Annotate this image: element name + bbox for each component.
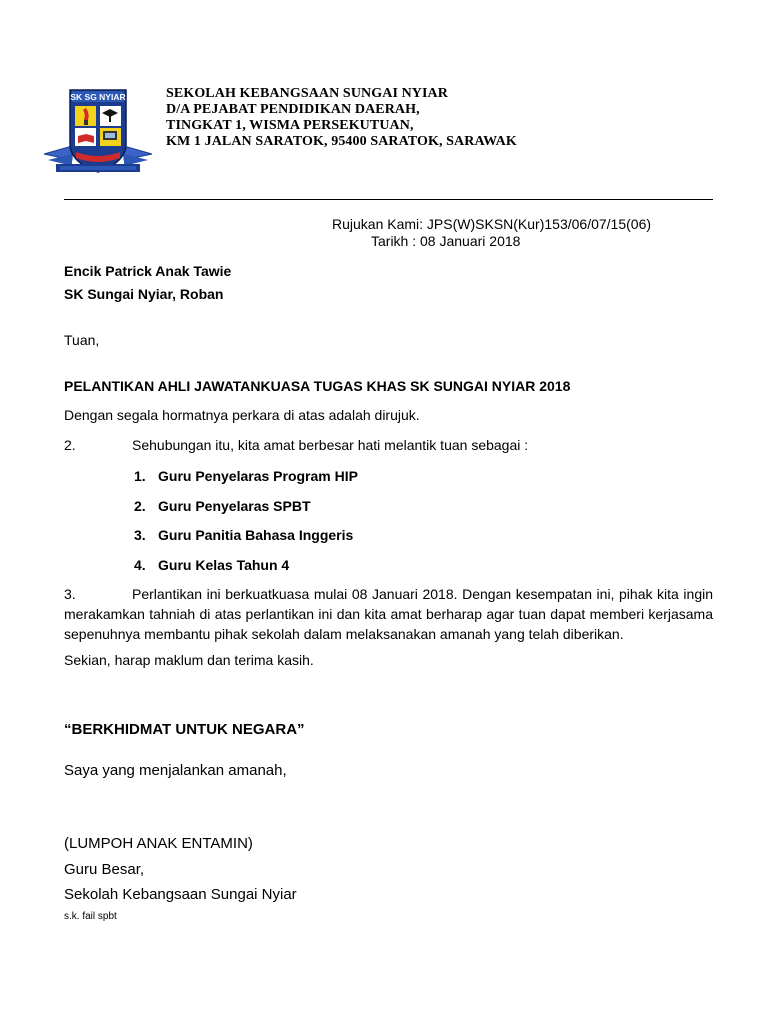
paragraph-2 <box>64 437 528 454</box>
signatory-title: Guru Besar, <box>64 861 145 878</box>
letter-subject: PELANTIKAN AHLI JAWATANKUASA TUGAS KHAS SK SUNGAI NYIAR 2018 <box>64 378 571 394</box>
logo-banner-text: SK SG NYIAR <box>70 92 126 102</box>
paragraph-1: Dengan segala hormatnya perkara di atas adalah dirujuk. <box>64 407 420 423</box>
list-item-label: Guru Panitia Bahasa Inggeris <box>158 527 354 543</box>
list-item-label: Guru Kelas Tahun 4 <box>158 556 290 573</box>
recipient-name: Encik Patrick Anak Tawie <box>64 263 232 279</box>
carbon-copy-note: s.k. fail spbt <box>64 911 117 922</box>
paragraph-3 <box>64 584 713 644</box>
letter-date: Tarikh : 08 Januari 2018 <box>371 233 521 249</box>
signatory-school: Sekolah Kebangsaan Sungai Nyiar <box>64 886 297 903</box>
address-line-2: TINGKAT 1, WISMA PERSEKUTUAN, <box>166 118 414 133</box>
signatory-name: (LUMPOH ANAK ENTAMIN) <box>64 835 253 852</box>
list-item-label: Guru Penyelaras Program HIP <box>158 468 358 484</box>
letterhead-divider <box>64 199 713 200</box>
reference-block <box>332 216 651 250</box>
recipient-school: SK Sungai Nyiar, Roban <box>64 286 224 302</box>
list-item-number: 3. <box>134 527 146 543</box>
paragraph-3-number: 3. <box>64 586 76 602</box>
list-item <box>134 525 358 555</box>
appointment-list <box>134 466 358 584</box>
reference-number: Rujukan Kami: JPS(W)SKSN(Kur)153/06/07/15(06) <box>332 216 652 232</box>
list-item <box>134 466 358 496</box>
list-item-label: Guru Penyelaras SPBT <box>158 497 311 514</box>
list-item-number: 4. <box>134 556 146 573</box>
motto: “BERKHIDMAT UNTUK NEGARA” <box>64 721 305 738</box>
list-item-number: 2. <box>134 497 146 514</box>
list-item-number: 1. <box>134 468 146 484</box>
closing: Sekian, harap maklum dan terima kasih. <box>64 652 314 668</box>
list-item <box>134 555 358 585</box>
address-line-3: KM 1 JALAN SARATOK, 95400 SARATOK, SARAWAK <box>166 134 517 149</box>
paragraph-2-text: Sehubungan itu, kita amat berbesar hati melantik tuan sebagai : <box>132 437 529 453</box>
signoff: Saya yang menjalankan amanah, <box>64 762 287 779</box>
school-name: SEKOLAH KEBANGSAAN SUNGAI NYIAR <box>166 86 448 101</box>
address-line-1: D/A PEJABAT PENDIDIKAN DAERAH, <box>166 102 420 117</box>
school-crest-icon <box>42 86 154 176</box>
paragraph-3-text: Perlantikan ini berkuatkuasa mulai 08 Januari 2018. Dengan kesempatan ini, pihak kita ingin merakamkan tahniah di atas perlantikan ini dan kita amat berharap agar tuan dapat memberi kerjasama sepenuhnya membantu pihak sekolah dalam melaksanakan amanah yang telah diberikan. <box>64 586 713 642</box>
list-item <box>134 496 358 526</box>
letterhead <box>166 86 517 150</box>
salutation: Tuan, <box>64 332 100 348</box>
paragraph-2-number: 2. <box>64 437 76 453</box>
school-logo <box>42 86 154 176</box>
